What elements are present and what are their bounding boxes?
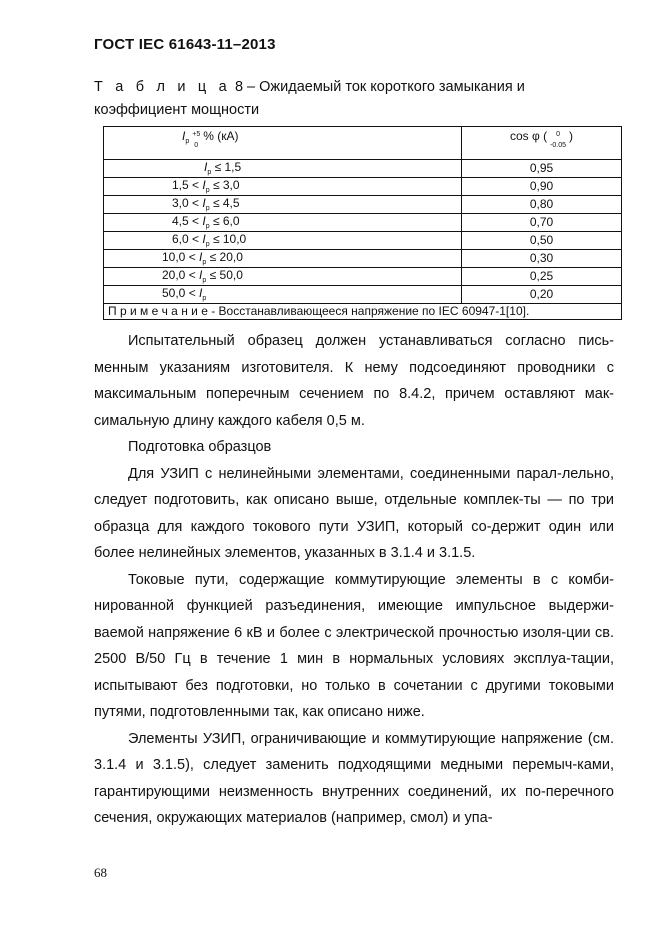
cos-tolerance-upper: 0	[556, 131, 561, 138]
col-header-cos	[462, 127, 622, 160]
cos-tolerance-lower: -0.05	[550, 142, 567, 149]
paragraph-heading: Подготовка образцов	[128, 439, 272, 455]
tolerance-lower: 0	[194, 142, 199, 149]
current-range-cell: $10,0 < I_p \le 20,0$	[104, 250, 462, 268]
cos-value-cell: 0,95	[462, 160, 622, 178]
table-body	[104, 160, 622, 304]
cos-value-cell: 0,20	[462, 286, 622, 304]
current-unit: % (кА)	[203, 129, 239, 143]
col-header-current	[104, 127, 462, 160]
cos-tolerance-stack	[550, 129, 566, 151]
current-range-cell: $I_p \le 1,5$	[104, 160, 462, 178]
current-subscript: p	[185, 138, 190, 145]
document-header: ГОСТ IEC 61643-11–2013	[94, 36, 276, 53]
table-row	[104, 196, 622, 214]
cos-value-cell: 0,25	[462, 268, 622, 286]
tolerance-upper: +5	[192, 131, 201, 138]
table-row	[104, 250, 622, 268]
table-row	[104, 286, 622, 304]
caption-prefix: Т а б л и ц а	[94, 79, 231, 95]
current-range-cell: $3,0 < I_p \le 4,5$	[104, 196, 462, 214]
cos-close-paren: )	[569, 129, 574, 143]
short-circuit-table	[103, 126, 622, 320]
cos-value-cell: 0,50	[462, 232, 622, 250]
paragraph: Токовые пути, содержащие коммутирующие элементы в с комби-нированной функцией разъединения, имеющие импульсное выдержи-ваемой напряжение 6 кВ и более с электрической прочностью изоля-ции св. 2500 В/50 Гц в течение 1 мин в нормальных условиях эксплуа-тации, испытывают без подготовки, но только в сочетании с другими токовыми путями, подготовленными так, как описано ниже.	[94, 571, 614, 720]
cos-value-cell: 0,90	[462, 178, 622, 196]
table-row	[104, 178, 622, 196]
table-note-row	[104, 304, 622, 320]
paragraph: Испытательный образец должен устанавливаться согласно пись-менным указаниям изготовителя. К нему подсоединяют проводники с максимальным поперечным сечением по 8.4.2, причем оставляют мак-симальную длину каждого кабеля 0,5 м.	[94, 333, 614, 429]
page-number: 68	[94, 865, 107, 880]
table-caption	[94, 76, 614, 122]
table-header-row	[104, 127, 622, 160]
table-row	[104, 160, 622, 178]
current-symbol: I	[182, 129, 186, 143]
cos-value-cell: 0,80	[462, 196, 622, 214]
current-range-cell: $4,5 < I_p \le 6,0$	[104, 214, 462, 232]
tolerance-stack	[192, 129, 200, 151]
table-row	[104, 268, 622, 286]
cos-value-cell: 0,30	[462, 250, 622, 268]
cos-label: cos φ (	[509, 129, 548, 143]
caption-text: 8 – Ожидаемый ток короткого замыкания и коэффициент мощности	[94, 79, 525, 118]
paragraph: Элементы УЗИП, ограничивающие и коммутирующие напряжение (см. 3.1.4 и 3.1.5), следует заменить подходящими медными перемыч-ками, гарантирующими неизменность внутренних соединений, их по-перечного сечения, окружающих материалов (например, смол) и упа-	[94, 730, 614, 826]
paragraph: Для УЗИП с нелинейными элементами, соединенными парал-лельно, следует подготовить, как описано выше, отдельные комплек-ты — по три образца для каждого токового пути УЗИП, который со-держит один или более нелинейных элементов, указанных в 3.1.4 и 3.1.5.	[94, 465, 614, 561]
current-range-cell: $6,0 < I_p \le 10,0$	[104, 232, 462, 250]
current-range-cell: $20,0 < I_p \le 50,0$	[104, 268, 462, 286]
table-row	[104, 232, 622, 250]
current-range-cell: $50,0 < I_p$	[104, 286, 462, 304]
cos-value-cell: 0,70	[462, 214, 622, 232]
body-text	[94, 328, 614, 832]
current-range-cell: $1,5 < I_p \le 3,0$	[104, 178, 462, 196]
table-note: П р и м е ч а н и е - Восстанавливающееся напряжение по IEC 60947-1[10].	[104, 304, 622, 320]
table-row	[104, 214, 622, 232]
